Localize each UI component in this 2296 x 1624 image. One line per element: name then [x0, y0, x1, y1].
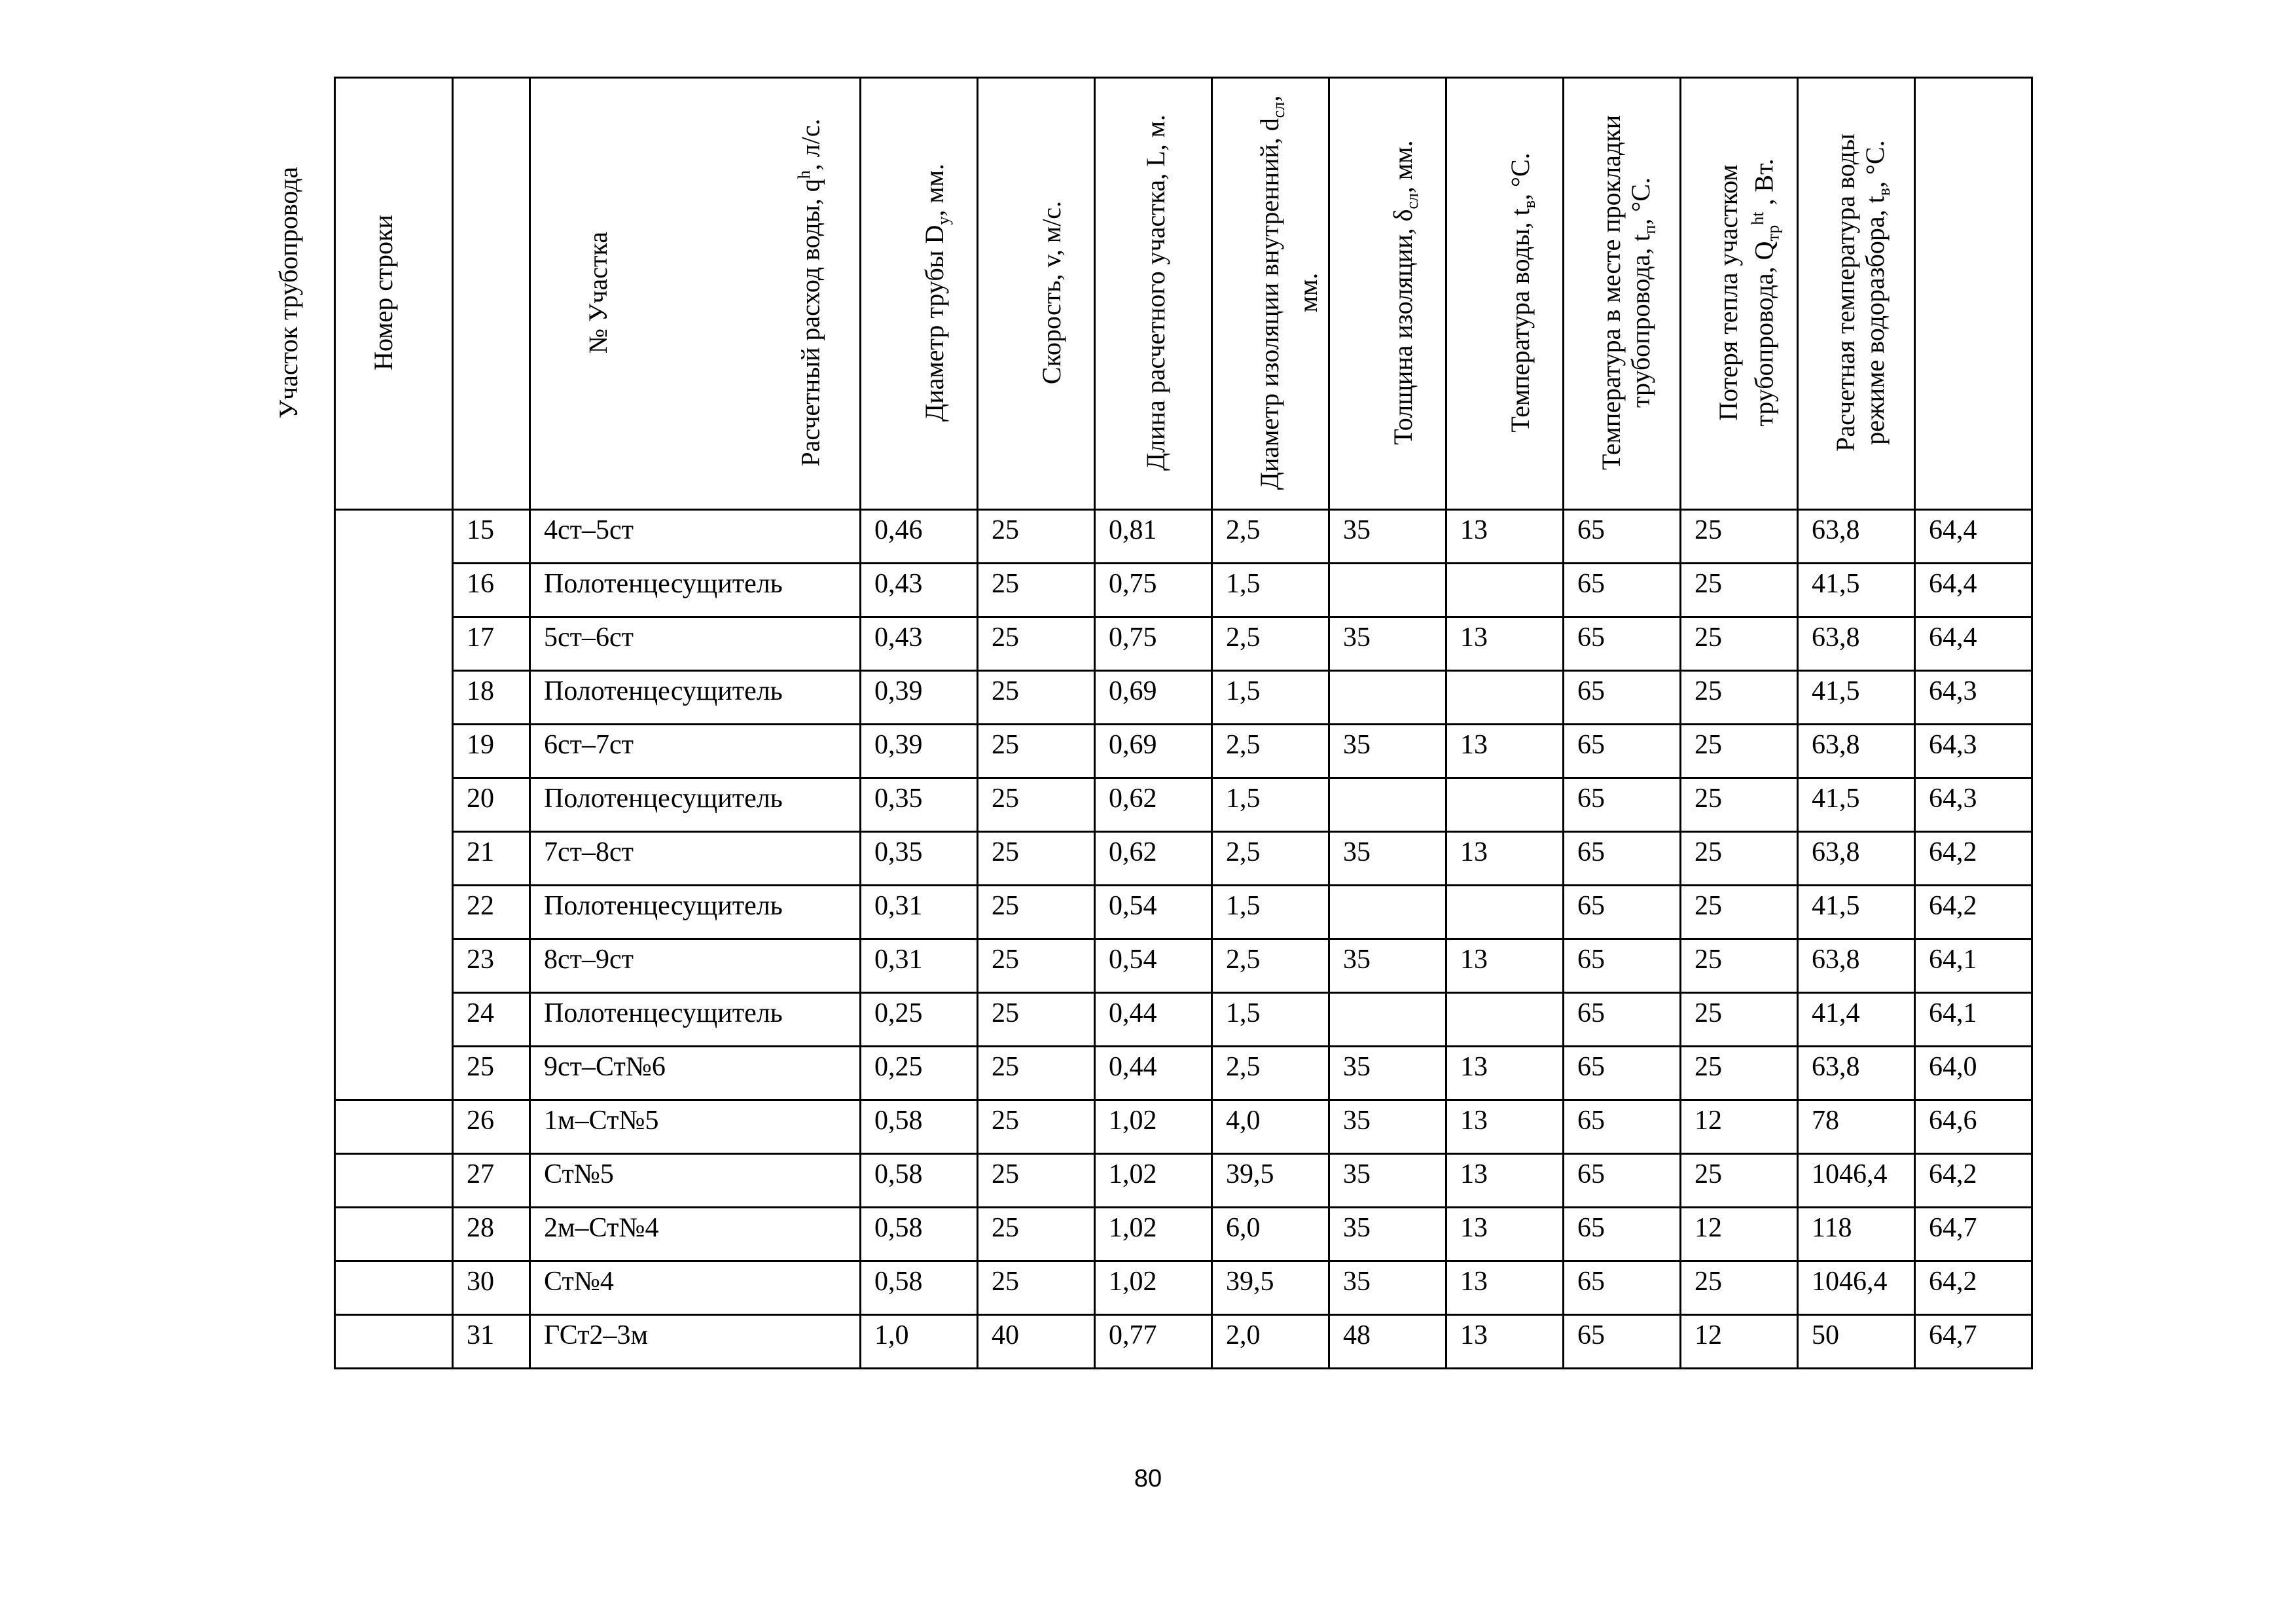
cell-water-temperature: 65 — [1564, 1261, 1681, 1315]
cell-section: 2м–Ст№4 — [530, 1208, 861, 1261]
table-row — [335, 1261, 2032, 1315]
cell-water-temperature: 65 — [1564, 886, 1681, 939]
cell-insulation-diameter: 35 — [1329, 1100, 1446, 1154]
cell-length: 1,5 — [1212, 993, 1329, 1047]
cell-section: 8ст–9ст — [530, 939, 861, 993]
cell-heat-loss: 63,8 — [1798, 1047, 1915, 1100]
cell-insulation-diameter — [1329, 671, 1446, 725]
table-row — [335, 725, 2032, 778]
cell-flow: 0,58 — [861, 1208, 978, 1261]
cell-insulation-thickness: 13 — [1446, 510, 1564, 564]
cell-heat-loss: 118 — [1798, 1208, 1915, 1261]
cell-flow: 0,58 — [861, 1154, 978, 1208]
cell-insulation-thickness: 13 — [1446, 939, 1564, 993]
cell-flow: 0,43 — [861, 617, 978, 671]
pipeline-calculation-table — [274, 77, 2033, 1369]
cell-flow: 0,39 — [861, 671, 978, 725]
cell-section: Полотенцесущитель — [530, 671, 861, 725]
cell-diameter: 25 — [978, 564, 1095, 617]
cell-insulation-thickness — [1446, 564, 1564, 617]
cell-insulation-thickness — [1446, 778, 1564, 832]
cell-section: 1м–Ст№5 — [530, 1100, 861, 1154]
cell-segment — [335, 510, 453, 1100]
cell-calculated-temperature: 64,1 — [1915, 993, 2032, 1047]
cell-diameter: 25 — [978, 886, 1095, 939]
cell-insulation-thickness: 13 — [1446, 832, 1564, 886]
cell-calculated-temperature: 64,4 — [1915, 564, 2032, 617]
cell-length: 1,5 — [1212, 564, 1329, 617]
cell-laying-temperature: 25 — [1681, 725, 1798, 778]
cell-row-number: 20 — [453, 778, 530, 832]
cell-water-temperature: 65 — [1564, 1315, 1681, 1369]
cell-flow: 0,35 — [861, 778, 978, 832]
cell-heat-loss: 63,8 — [1798, 939, 1915, 993]
cell-flow: 0,31 — [861, 886, 978, 939]
cell-heat-loss: 63,8 — [1798, 725, 1915, 778]
cell-calculated-temperature: 64,2 — [1915, 1261, 2032, 1315]
cell-insulation-diameter — [1329, 564, 1446, 617]
table-row — [335, 1100, 2032, 1154]
cell-laying-temperature: 12 — [1681, 1208, 1798, 1261]
cell-water-temperature: 65 — [1564, 671, 1681, 725]
table-row — [335, 993, 2032, 1047]
cell-water-temperature: 65 — [1564, 510, 1681, 564]
cell-section: Полотенцесущитель — [530, 778, 861, 832]
cell-flow: 0,35 — [861, 832, 978, 886]
cell-laying-temperature: 25 — [1681, 1047, 1798, 1100]
cell-section: 5ст–6ст — [530, 617, 861, 671]
cell-calculated-temperature: 64,4 — [1915, 617, 2032, 671]
cell-diameter: 25 — [978, 617, 1095, 671]
cell-speed: 0,69 — [1095, 725, 1212, 778]
table-row — [335, 617, 2032, 671]
header-segment: Участок трубопровода — [335, 78, 453, 510]
cell-length: 6,0 — [1212, 1208, 1329, 1261]
cell-speed: 1,02 — [1095, 1261, 1212, 1315]
cell-diameter: 25 — [978, 778, 1095, 832]
cell-speed: 0,54 — [1095, 886, 1212, 939]
cell-speed: 1,02 — [1095, 1154, 1212, 1208]
cell-water-temperature: 65 — [1564, 832, 1681, 886]
table-row — [335, 1154, 2032, 1208]
cell-diameter: 25 — [978, 1100, 1095, 1154]
cell-flow: 0,43 — [861, 564, 978, 617]
cell-laying-temperature: 25 — [1681, 832, 1798, 886]
cell-diameter: 25 — [978, 671, 1095, 725]
cell-section: 7ст–8ст — [530, 832, 861, 886]
cell-length: 1,5 — [1212, 778, 1329, 832]
cell-heat-loss: 1046,4 — [1798, 1154, 1915, 1208]
header-row-number: Номер строки — [453, 78, 530, 510]
cell-row-number: 18 — [453, 671, 530, 725]
cell-segment — [335, 1261, 453, 1315]
cell-heat-loss: 63,8 — [1798, 617, 1915, 671]
table-row — [335, 1315, 2032, 1369]
cell-flow: 0,25 — [861, 1047, 978, 1100]
header-insulation-diameter: Диаметр изоляции внутренний, $d_{сл}$, мм. — [1329, 78, 1446, 510]
cell-insulation-thickness: 13 — [1446, 1100, 1564, 1154]
header-diameter: Диаметр трубы $D_у$, мм. — [978, 78, 1095, 510]
cell-heat-loss: 1046,4 — [1798, 1261, 1915, 1315]
cell-insulation-diameter: 35 — [1329, 832, 1446, 886]
table-row — [335, 564, 2032, 617]
cell-laying-temperature: 25 — [1681, 1154, 1798, 1208]
cell-row-number: 25 — [453, 1047, 530, 1100]
cell-section: 4ст–5ст — [530, 510, 861, 564]
page-number: 80 — [1134, 1465, 1162, 1492]
cell-diameter: 25 — [978, 1154, 1095, 1208]
header-insulation-thickness: Толщина изоляции, $\delta_{сл}$, мм. — [1446, 78, 1564, 510]
cell-water-temperature: 65 — [1564, 1047, 1681, 1100]
cell-speed: 0,75 — [1095, 564, 1212, 617]
cell-section: 9ст–Ст№6 — [530, 1047, 861, 1100]
cell-insulation-diameter: 35 — [1329, 725, 1446, 778]
cell-length: 4,0 — [1212, 1100, 1329, 1154]
cell-flow: 0,31 — [861, 939, 978, 993]
cell-insulation-diameter: 35 — [1329, 1208, 1446, 1261]
cell-heat-loss: 50 — [1798, 1315, 1915, 1369]
cell-length: 2,5 — [1212, 1047, 1329, 1100]
cell-segment — [335, 1100, 453, 1154]
cell-row-number: 16 — [453, 564, 530, 617]
cell-laying-temperature: 25 — [1681, 778, 1798, 832]
cell-speed: 0,54 — [1095, 939, 1212, 993]
cell-laying-temperature: 25 — [1681, 564, 1798, 617]
table-body — [335, 510, 2032, 1369]
cell-row-number: 24 — [453, 993, 530, 1047]
table-row — [335, 510, 2032, 564]
cell-calculated-temperature: 64,0 — [1915, 1047, 2032, 1100]
cell-insulation-diameter: 35 — [1329, 1154, 1446, 1208]
header-heat-loss: Потеря тепла участком трубопровода, $Q_{тр}^{ht}$ , Вт. — [1798, 78, 1915, 510]
cell-heat-loss: 63,8 — [1798, 510, 1915, 564]
cell-insulation-diameter — [1329, 993, 1446, 1047]
cell-heat-loss: 41,5 — [1798, 778, 1915, 832]
cell-speed: 0,81 — [1095, 510, 1212, 564]
cell-segment — [335, 1208, 453, 1261]
cell-insulation-thickness: 13 — [1446, 1261, 1564, 1315]
cell-insulation-thickness — [1446, 671, 1564, 725]
table-row — [335, 939, 2032, 993]
cell-speed: 0,44 — [1095, 1047, 1212, 1100]
cell-insulation-diameter: 48 — [1329, 1315, 1446, 1369]
cell-water-temperature: 65 — [1564, 725, 1681, 778]
cell-section: 6ст–7ст — [530, 725, 861, 778]
header-flow: Расчетный расход воды, $q^h$, л/с. — [861, 78, 978, 510]
cell-section: Полотенцесущитель — [530, 993, 861, 1047]
cell-segment — [335, 1315, 453, 1369]
cell-heat-loss: 41,5 — [1798, 886, 1915, 939]
cell-segment — [335, 1154, 453, 1208]
cell-section: Полотенцесущитель — [530, 564, 861, 617]
table-row — [335, 886, 2032, 939]
cell-flow: 0,46 — [861, 510, 978, 564]
cell-water-temperature: 65 — [1564, 617, 1681, 671]
cell-length: 39,5 — [1212, 1261, 1329, 1315]
table-row — [335, 778, 2032, 832]
cell-section: ГСт2–3м — [530, 1315, 861, 1369]
cell-calculated-temperature: 64,7 — [1915, 1208, 2032, 1261]
cell-calculated-temperature: 64,3 — [1915, 671, 2032, 725]
cell-speed: 0,62 — [1095, 778, 1212, 832]
cell-speed: 1,02 — [1095, 1208, 1212, 1261]
cell-insulation-thickness: 13 — [1446, 1315, 1564, 1369]
cell-row-number: 19 — [453, 725, 530, 778]
cell-laying-temperature: 25 — [1681, 939, 1798, 993]
cell-heat-loss: 41,4 — [1798, 993, 1915, 1047]
cell-laying-temperature: 12 — [1681, 1100, 1798, 1154]
header-water-temperature: Температура воды, $t_в$, °С. — [1564, 78, 1681, 510]
cell-flow: 1,0 — [861, 1315, 978, 1369]
header-section-number: № Участка — [530, 78, 861, 510]
cell-calculated-temperature: 64,2 — [1915, 1154, 2032, 1208]
cell-row-number: 17 — [453, 617, 530, 671]
cell-laying-temperature: 25 — [1681, 886, 1798, 939]
cell-row-number: 28 — [453, 1208, 530, 1261]
cell-water-temperature: 65 — [1564, 1208, 1681, 1261]
cell-diameter: 25 — [978, 725, 1095, 778]
cell-laying-temperature: 12 — [1681, 1315, 1798, 1369]
cell-laying-temperature: 25 — [1681, 510, 1798, 564]
cell-heat-loss: 41,5 — [1798, 564, 1915, 617]
cell-laying-temperature: 25 — [1681, 617, 1798, 671]
header-laying-temperature: Температура в месте прокладки трубопровода, $t_п$, °С. — [1681, 78, 1798, 510]
cell-section: Ст№4 — [530, 1261, 861, 1315]
table-row — [335, 1047, 2032, 1100]
header-row — [335, 78, 2032, 510]
table-row — [335, 1208, 2032, 1261]
cell-speed: 0,44 — [1095, 993, 1212, 1047]
cell-insulation-thickness — [1446, 886, 1564, 939]
cell-water-temperature: 65 — [1564, 1154, 1681, 1208]
cell-insulation-diameter — [1329, 886, 1446, 939]
header-speed: Скорость, v, м/с. — [1095, 78, 1212, 510]
cell-length: 2,5 — [1212, 510, 1329, 564]
cell-insulation-thickness: 13 — [1446, 1208, 1564, 1261]
cell-diameter: 40 — [978, 1315, 1095, 1369]
cell-calculated-temperature: 64,1 — [1915, 939, 2032, 993]
table-row — [335, 671, 2032, 725]
cell-row-number: 27 — [453, 1154, 530, 1208]
cell-flow: 0,39 — [861, 725, 978, 778]
cell-insulation-thickness: 13 — [1446, 1154, 1564, 1208]
header-length: Длина расчетного участка, L, м. — [1212, 78, 1329, 510]
cell-length: 2,5 — [1212, 939, 1329, 993]
header-calculated-temperature: Расчетная температура воды режиме водоразбора, $t_в$, °С. — [1915, 78, 2032, 510]
cell-section: Ст№5 — [530, 1154, 861, 1208]
cell-row-number: 22 — [453, 886, 530, 939]
cell-insulation-diameter: 35 — [1329, 1261, 1446, 1315]
cell-insulation-thickness: 13 — [1446, 617, 1564, 671]
cell-speed: 0,69 — [1095, 671, 1212, 725]
cell-length: 2,5 — [1212, 725, 1329, 778]
cell-heat-loss: 63,8 — [1798, 832, 1915, 886]
cell-length: 39,5 — [1212, 1154, 1329, 1208]
cell-laying-temperature: 25 — [1681, 671, 1798, 725]
cell-heat-loss: 78 — [1798, 1100, 1915, 1154]
cell-calculated-temperature: 64,4 — [1915, 510, 2032, 564]
cell-insulation-diameter: 35 — [1329, 939, 1446, 993]
cell-row-number: 15 — [453, 510, 530, 564]
cell-speed: 0,62 — [1095, 832, 1212, 886]
cell-flow: 0,58 — [861, 1100, 978, 1154]
cell-insulation-diameter: 35 — [1329, 510, 1446, 564]
cell-speed: 0,77 — [1095, 1315, 1212, 1369]
cell-row-number: 31 — [453, 1315, 530, 1369]
cell-water-temperature: 65 — [1564, 778, 1681, 832]
cell-diameter: 25 — [978, 1261, 1095, 1315]
cell-flow: 0,58 — [861, 1261, 978, 1315]
cell-water-temperature: 65 — [1564, 939, 1681, 993]
cell-diameter: 25 — [978, 510, 1095, 564]
cell-insulation-diameter — [1329, 778, 1446, 832]
cell-water-temperature: 65 — [1564, 993, 1681, 1047]
cell-diameter: 25 — [978, 939, 1095, 993]
cell-diameter: 25 — [978, 993, 1095, 1047]
cell-length: 2,5 — [1212, 617, 1329, 671]
cell-diameter: 25 — [978, 832, 1095, 886]
cell-calculated-temperature: 64,2 — [1915, 832, 2032, 886]
cell-calculated-temperature: 64,3 — [1915, 778, 2032, 832]
cell-water-temperature: 65 — [1564, 564, 1681, 617]
cell-water-temperature: 65 — [1564, 1100, 1681, 1154]
cell-laying-temperature: 25 — [1681, 1261, 1798, 1315]
cell-heat-loss: 41,5 — [1798, 671, 1915, 725]
cell-row-number: 30 — [453, 1261, 530, 1315]
cell-length: 1,5 — [1212, 671, 1329, 725]
cell-speed: 0,75 — [1095, 617, 1212, 671]
cell-row-number: 23 — [453, 939, 530, 993]
cell-insulation-thickness: 13 — [1446, 1047, 1564, 1100]
cell-calculated-temperature: 64,6 — [1915, 1100, 2032, 1154]
cell-section: Полотенцесущитель — [530, 886, 861, 939]
cell-flow: 0,25 — [861, 993, 978, 1047]
cell-insulation-thickness: 13 — [1446, 725, 1564, 778]
cell-length: 2,0 — [1212, 1315, 1329, 1369]
cell-insulation-diameter: 35 — [1329, 1047, 1446, 1100]
cell-insulation-thickness — [1446, 993, 1564, 1047]
cell-row-number: 21 — [453, 832, 530, 886]
table-row — [335, 832, 2032, 886]
cell-laying-temperature: 25 — [1681, 993, 1798, 1047]
cell-calculated-temperature: 64,7 — [1915, 1315, 2032, 1369]
cell-insulation-diameter: 35 — [1329, 617, 1446, 671]
cell-diameter: 25 — [978, 1047, 1095, 1100]
cell-diameter: 25 — [978, 1208, 1095, 1261]
cell-length: 2,5 — [1212, 832, 1329, 886]
cell-speed: 1,02 — [1095, 1100, 1212, 1154]
cell-calculated-temperature: 64,2 — [1915, 886, 2032, 939]
cell-calculated-temperature: 64,3 — [1915, 725, 2032, 778]
cell-row-number: 26 — [453, 1100, 530, 1154]
cell-length: 1,5 — [1212, 886, 1329, 939]
